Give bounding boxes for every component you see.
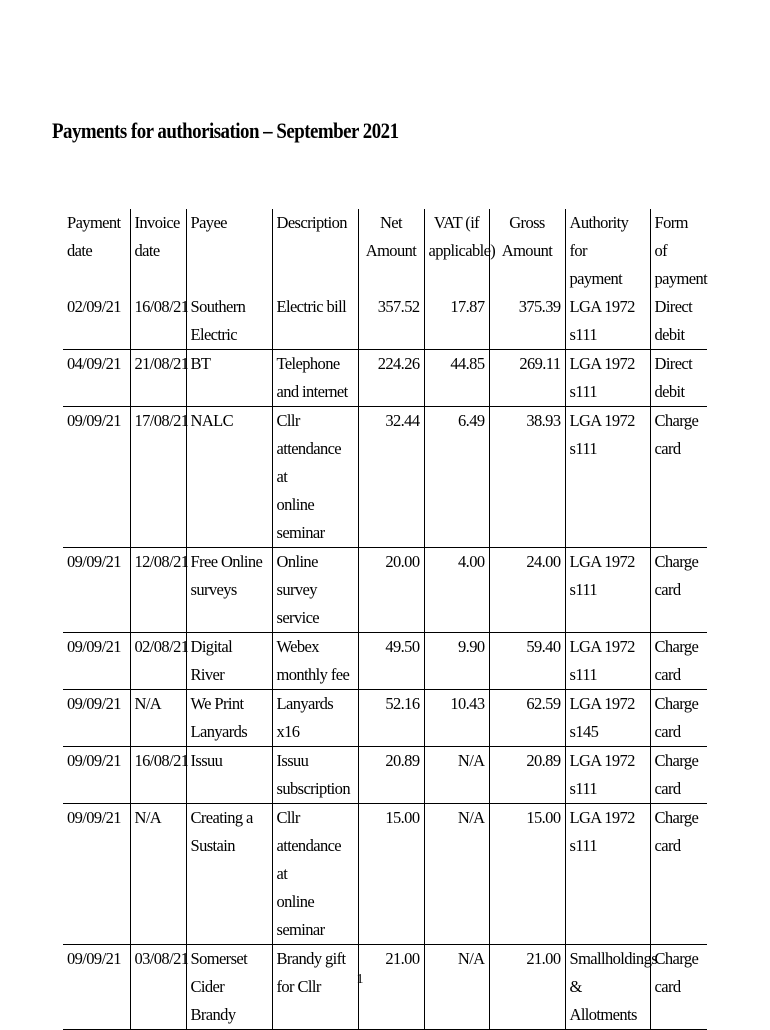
vat-text: N/A: [457, 751, 485, 770]
gross-amount-text: 15.00: [526, 808, 561, 827]
authority-cell: [565, 350, 650, 407]
payment-date-text: 09/09/21: [67, 552, 121, 571]
net-amount-text: 15.00: [385, 808, 420, 827]
vat-cell: [424, 407, 489, 548]
table-row: [63, 293, 707, 350]
invoice-date-cell: [130, 804, 186, 945]
header-gross-amount-line: Amount: [501, 241, 553, 260]
gross-amount-cell: [489, 633, 565, 690]
header-payee: [186, 209, 272, 293]
payee-text: Issuu: [190, 751, 223, 770]
authority-text: Smallholdings: [569, 949, 658, 968]
invoice-date-text: N/A: [134, 694, 162, 713]
header-vat: [424, 209, 496, 293]
description-text: Cllr: [276, 808, 300, 827]
gross-amount-cell: [489, 293, 565, 350]
form-of-payment-text: Direct: [654, 297, 693, 316]
payments-table: [63, 209, 707, 1030]
table-row: [63, 804, 707, 945]
payee-cell: [186, 633, 272, 690]
payment-date-text: 09/09/21: [67, 411, 121, 430]
table-row: [63, 690, 707, 747]
form-of-payment-cell: [650, 690, 707, 747]
authority-cell: [565, 804, 650, 945]
authority-text: s111: [569, 665, 598, 684]
authority-cell: [565, 633, 650, 690]
gross-amount-text: 269.11: [519, 354, 561, 373]
payment-date-text: 09/09/21: [67, 637, 121, 656]
form-of-payment-text: debit: [654, 382, 685, 401]
description-cell: [272, 804, 358, 945]
payee-cell: [186, 747, 272, 804]
description-text: online: [276, 892, 315, 911]
description-text: Cllr: [276, 411, 300, 430]
page-title: Payments for authorisation – September 2021: [52, 118, 399, 143]
payee-text: surveys: [190, 580, 237, 599]
vat-cell: [424, 548, 489, 633]
invoice-date-cell: [130, 293, 189, 350]
net-amount-text: 20.89: [385, 751, 420, 770]
form-of-payment-cell: [650, 548, 707, 633]
header-invoice-date: [130, 209, 186, 293]
header-authority: [565, 209, 650, 293]
form-of-payment-text: Charge: [654, 637, 699, 656]
authority-cell: [565, 548, 650, 633]
gross-amount-text: 21.00: [526, 949, 561, 968]
header-invoice-date-line: date: [134, 241, 160, 260]
payee-cell: [186, 804, 272, 945]
table-row: [63, 633, 707, 690]
authority-cell: [565, 690, 650, 747]
description-text: Telephone: [276, 354, 340, 373]
payment-date-cell: [63, 407, 130, 548]
payee-cell: [186, 350, 272, 407]
gross-amount-cell: [489, 548, 565, 633]
payment-date-cell: [63, 804, 130, 945]
authority-text: LGA 1972: [569, 297, 635, 316]
description-cell: [272, 293, 358, 350]
net-amount-cell: [358, 293, 424, 350]
header-authority-line: payment: [569, 269, 623, 288]
table-header-row: [63, 209, 707, 293]
vat-text: 4.00: [458, 552, 485, 571]
header-description: [272, 209, 358, 293]
header-form-of-payment: [650, 209, 707, 293]
payment-date-cell: [63, 633, 130, 690]
vat-text: 17.87: [450, 297, 485, 316]
vat-text: N/A: [457, 808, 485, 827]
vat-text: 6.49: [458, 411, 485, 430]
description-text: online: [276, 495, 315, 514]
vat-cell: [424, 747, 489, 804]
vat-text: 9.90: [458, 637, 485, 656]
authority-cell: [565, 293, 650, 350]
payment-date-cell: [63, 747, 130, 804]
header-payment-date-line: date: [67, 241, 93, 260]
net-amount-text: 32.44: [385, 411, 420, 430]
authority-text: LGA 1972: [569, 552, 635, 571]
form-of-payment-cell: [650, 293, 707, 350]
description-text: subscription: [276, 779, 350, 798]
form-of-payment-cell: [650, 407, 707, 548]
form-of-payment-cell: [650, 633, 707, 690]
description-cell: [272, 548, 358, 633]
invoice-date-cell: [130, 690, 186, 747]
header-gross-amount-line: Gross: [509, 213, 545, 232]
gross-amount-cell: [489, 407, 565, 548]
table-row: [63, 548, 707, 633]
invoice-date-text: 12/08/21: [134, 552, 189, 571]
description-text: attendance at: [276, 836, 342, 883]
invoice-date-cell: [130, 548, 189, 633]
header-form-of-payment-line: payment: [654, 269, 708, 288]
payment-date-text: 09/09/21: [67, 949, 121, 968]
form-of-payment-text: card: [654, 836, 681, 855]
payee-text: NALC: [190, 411, 234, 430]
authority-text: LGA 1972: [569, 411, 635, 430]
header-net-amount-line: Net: [379, 213, 403, 232]
header-description-line: Description: [276, 213, 347, 232]
authority-text: s111: [569, 779, 598, 798]
vat-cell: [424, 350, 489, 407]
form-of-payment-text: card: [654, 439, 681, 458]
form-of-payment-text: Charge: [654, 949, 699, 968]
vat-text: 10.43: [450, 694, 485, 713]
net-amount-cell: [358, 548, 424, 633]
invoice-date-cell: [130, 747, 189, 804]
vat-cell: [424, 690, 489, 747]
authority-text: LGA 1972: [569, 637, 635, 656]
description-text: and internet: [276, 382, 348, 401]
payment-date-cell: [63, 690, 130, 747]
net-amount-text: 21.00: [385, 949, 420, 968]
header-payment-date: [63, 209, 130, 293]
payee-cell: [186, 690, 272, 747]
form-of-payment-text: Charge: [654, 694, 699, 713]
payee-text: Creating a: [190, 808, 253, 827]
description-text: monthly fee: [276, 665, 350, 684]
form-of-payment-text: card: [654, 977, 681, 996]
description-text: Lanyards x16: [276, 694, 334, 741]
payee-text: Lanyards: [190, 722, 248, 741]
form-of-payment-text: Charge: [654, 411, 699, 430]
form-of-payment-text: card: [654, 665, 681, 684]
gross-amount-text: 375.39: [518, 297, 561, 316]
payee-text: Digital River: [190, 637, 233, 684]
header-form-of-payment-line: Form of: [654, 213, 688, 260]
payee-text: Sustain: [190, 836, 235, 855]
payment-date-cell: [63, 548, 130, 633]
gross-amount-cell: [489, 350, 565, 407]
description-text: service: [276, 608, 320, 627]
invoice-date-text: 16/08/21: [134, 297, 189, 316]
description-text: for Cllr: [276, 977, 321, 996]
payment-date-text: 09/09/21: [67, 694, 121, 713]
invoice-date-text: N/A: [134, 808, 162, 827]
header-net-amount: [358, 209, 424, 293]
vat-cell: [424, 804, 489, 945]
table-row: [63, 350, 707, 407]
net-amount-text: 20.00: [385, 552, 420, 571]
invoice-date-cell: [130, 350, 189, 407]
invoice-date-text: 03/08/21: [134, 949, 189, 968]
payee-cell: [186, 548, 272, 633]
net-amount-cell: [358, 633, 424, 690]
vat-cell: [424, 633, 489, 690]
description-text: seminar: [276, 920, 325, 939]
gross-amount-text: 20.89: [526, 751, 561, 770]
authority-text: & Allotments: [569, 977, 637, 1024]
header-payee-line: Payee: [190, 213, 227, 232]
form-of-payment-text: debit: [654, 325, 685, 344]
authority-text: s145: [569, 722, 599, 741]
net-amount-text: 49.50: [385, 637, 420, 656]
description-text: Issuu: [276, 751, 309, 770]
description-cell: [272, 747, 358, 804]
header-authority-line: Authority for: [569, 213, 629, 260]
authority-text: s111: [569, 580, 598, 599]
net-amount-cell: [358, 350, 424, 407]
authority-text: LGA 1972: [569, 808, 635, 827]
description-text: attendance at: [276, 439, 342, 486]
gross-amount-cell: [489, 747, 565, 804]
header-invoice-date-line: Invoice: [134, 213, 180, 232]
payee-text: Cider Brandy: [190, 977, 236, 1024]
authority-text: s111: [569, 382, 598, 401]
description-text: Brandy gift: [276, 949, 346, 968]
net-amount-cell: [358, 804, 424, 945]
description-cell: [272, 407, 358, 548]
form-of-payment-text: Charge: [654, 808, 699, 827]
net-amount-text: 224.26: [377, 354, 420, 373]
header-vat-line: applicable): [428, 241, 496, 260]
net-amount-text: 52.16: [385, 694, 420, 713]
header-payment-date-line: Payment: [67, 213, 121, 232]
vat-text: N/A: [457, 949, 485, 968]
vat-cell: [424, 293, 489, 350]
invoice-date-text: 17/08/21: [134, 411, 189, 430]
description-text: Online survey: [276, 552, 318, 599]
payment-date-cell: [63, 293, 130, 350]
invoice-date-text: 02/08/21: [134, 637, 189, 656]
gross-amount-text: 38.93: [526, 411, 561, 430]
payment-date-text: 09/09/21: [67, 808, 121, 827]
authority-text: s111: [569, 836, 598, 855]
gross-amount-text: 62.59: [526, 694, 561, 713]
payee-text: Somerset: [190, 949, 248, 968]
form-of-payment-cell: [650, 747, 707, 804]
authority-text: s111: [569, 439, 598, 458]
form-of-payment-cell: [650, 804, 707, 945]
page-number: 1: [356, 972, 364, 987]
table-row: [63, 747, 707, 804]
form-of-payment-text: Charge: [654, 751, 699, 770]
description-cell: [272, 350, 358, 407]
invoice-date-cell: [130, 633, 189, 690]
payee-text: We Print: [190, 694, 244, 713]
invoice-date-text: 21/08/21: [134, 354, 189, 373]
payee-text: Electric: [190, 325, 237, 344]
description-text: Electric bill: [276, 297, 347, 316]
net-amount-text: 357.52: [377, 297, 420, 316]
payee-cell: [186, 407, 272, 548]
authority-text: s111: [569, 325, 598, 344]
table-row: [63, 407, 707, 548]
description-cell: [272, 633, 358, 690]
net-amount-cell: [358, 690, 424, 747]
payee-cell: [186, 293, 272, 350]
form-of-payment-cell: [650, 350, 707, 407]
authority-text: LGA 1972: [569, 694, 635, 713]
authority-cell: [565, 747, 650, 804]
payment-date-text: 02/09/21: [67, 297, 121, 316]
description-text: Webex: [276, 637, 319, 656]
invoice-date-cell: [130, 407, 189, 548]
gross-amount-text: 59.40: [526, 637, 561, 656]
net-amount-cell: [358, 747, 424, 804]
description-text: seminar: [276, 523, 325, 542]
form-of-payment-text: Direct: [654, 354, 693, 373]
payment-date-cell: [63, 350, 130, 407]
header-net-amount-line: Amount: [365, 241, 417, 260]
authority-cell: [565, 407, 650, 548]
header-vat-line: VAT (if: [433, 213, 480, 232]
form-of-payment-text: card: [654, 580, 681, 599]
gross-amount-cell: [489, 804, 565, 945]
gross-amount-text: 24.00: [526, 552, 561, 571]
payment-date-text: 09/09/21: [67, 751, 121, 770]
form-of-payment-text: card: [654, 779, 681, 798]
form-of-payment-text: Charge: [654, 552, 699, 571]
payee-text: Southern: [190, 297, 246, 316]
gross-amount-cell: [489, 690, 565, 747]
payee-text: Free Online: [190, 552, 263, 571]
authority-text: LGA 1972: [569, 751, 635, 770]
form-of-payment-text: card: [654, 722, 681, 741]
authority-text: LGA 1972: [569, 354, 635, 373]
payee-text: BT: [190, 354, 211, 373]
invoice-date-text: 16/08/21: [134, 751, 189, 770]
vat-text: 44.85: [450, 354, 485, 373]
table-body: [63, 293, 707, 1030]
payment-date-text: 04/09/21: [67, 354, 121, 373]
description-cell: [272, 690, 358, 747]
net-amount-cell: [358, 407, 424, 548]
header-gross-amount: [489, 209, 565, 293]
